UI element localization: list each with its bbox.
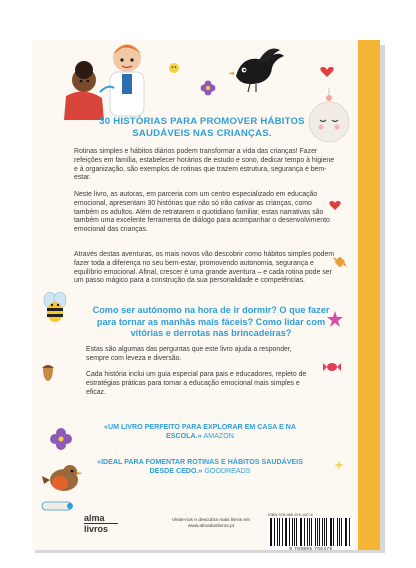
authors-paragraph: Neste livro, as autoras, em parceria com um centro especializado em educação emocional, apresentam 30 histórias que não só irão cativar as crianças, como também os adultos. Além de retratarem o quotidiano familiar, estas narrativas são também uma excelente ferramenta de diálogo para acompanhar o desenvolvimento emocional das crianças. bbox=[74, 191, 330, 234]
review-quote-goodreads bbox=[92, 458, 308, 476]
black-bird-illustration bbox=[228, 46, 288, 94]
publisher-logo-line1: alma bbox=[84, 513, 105, 523]
heart-icon bbox=[320, 66, 334, 78]
barcode-bar bbox=[326, 518, 327, 546]
footer-line1: Visite-nos e descubra mais livros em bbox=[171, 518, 251, 523]
footer-text bbox=[156, 518, 266, 531]
barcode-bar bbox=[345, 518, 346, 546]
barcode-bar bbox=[307, 518, 308, 546]
barcode-bar bbox=[292, 518, 293, 546]
adventures-paragraph: Através destas aventuras, os mais novos vão descobrir como hábitos simples podem fazer toda a diferença no seu bem-estar, promovendo autonomia, segurança e equilíbrio emocional. Afinal, crescer é uma grande aventura – e cada rotina pode ser um passo mágico para a construção da sua personalidade e competências. bbox=[74, 251, 335, 285]
barcode-bar bbox=[319, 518, 320, 546]
quote-text: «IDEAL PARA FOMENTAR ROTINAS E HÁBITOS SAUDÁVEIS DESDE CEDO.» bbox=[97, 458, 303, 475]
rolled-paper-illustration bbox=[40, 498, 76, 514]
footer-website: www.almadoslivros.pt bbox=[187, 524, 235, 530]
barcode-bar bbox=[285, 518, 286, 546]
acorn-illustration bbox=[40, 360, 56, 382]
questions-answer: Estas são algumas das perguntas que este livro ajuda a responder, sempre com leveza e diversão. bbox=[86, 346, 292, 362]
publisher-logo-line2: livros bbox=[84, 523, 118, 534]
barcode-bar bbox=[296, 518, 297, 546]
flower-icon bbox=[50, 428, 72, 450]
isbn-block bbox=[268, 512, 354, 550]
barcode-bar bbox=[279, 518, 280, 546]
guide-paragraph: Cada história inclui um guia especial para pais e educadores, repleto de estratégias práticas para tornar a educação emocional mais simples e eficaz. bbox=[86, 371, 307, 396]
publisher-logo bbox=[84, 514, 118, 534]
children-doctor-illustration bbox=[52, 40, 162, 120]
book-back-cover bbox=[32, 40, 380, 550]
questions-list: Como ser autónomo na hora de ir dormir? O que fazer para tornar as manhãs mais fáceis? Como lidar com vitórias e derrotas nas brincadeiras? bbox=[92, 305, 330, 339]
cover-heading: 30 HISTÓRIAS PARA PROMOVER HÁBITOS SAUDÁVEIS NAS CRIANÇAS. bbox=[99, 116, 305, 139]
candy-icon bbox=[323, 362, 341, 372]
quote-source: GOODREADS bbox=[204, 467, 251, 475]
isbn-label: ISBN 978-989-570-437-8 bbox=[268, 512, 313, 517]
book-spine bbox=[358, 40, 380, 550]
flower-icon bbox=[200, 80, 216, 96]
barcode bbox=[268, 518, 354, 546]
barcode-bar bbox=[337, 518, 338, 546]
quote-text: «UM LIVRO PERFEITO PARA EXPLORAR EM CASA E NA ESCOLA.» bbox=[104, 423, 296, 440]
bee-illustration bbox=[38, 292, 72, 326]
star-icon bbox=[334, 460, 344, 470]
barcode-bar bbox=[304, 518, 305, 546]
review-quote-amazon bbox=[100, 423, 300, 441]
barcode-bar bbox=[271, 518, 272, 546]
barcode-bar bbox=[315, 518, 316, 546]
barcode-number: 9 789895 706378 bbox=[268, 546, 354, 550]
star-icon bbox=[168, 62, 180, 74]
intro-paragraph: Rotinas simples e hábitos diários podem transformar a vida das crianças! Fazer refeições em família, estabelecer horários de estudo e sono, dedicar tempo à higiene e à organização, são exemplos de rotinas que trazem estrutura, segurança e bem-estar. bbox=[74, 148, 335, 182]
quote-source: AMAZON bbox=[203, 432, 234, 440]
barcode-bar bbox=[333, 518, 334, 546]
